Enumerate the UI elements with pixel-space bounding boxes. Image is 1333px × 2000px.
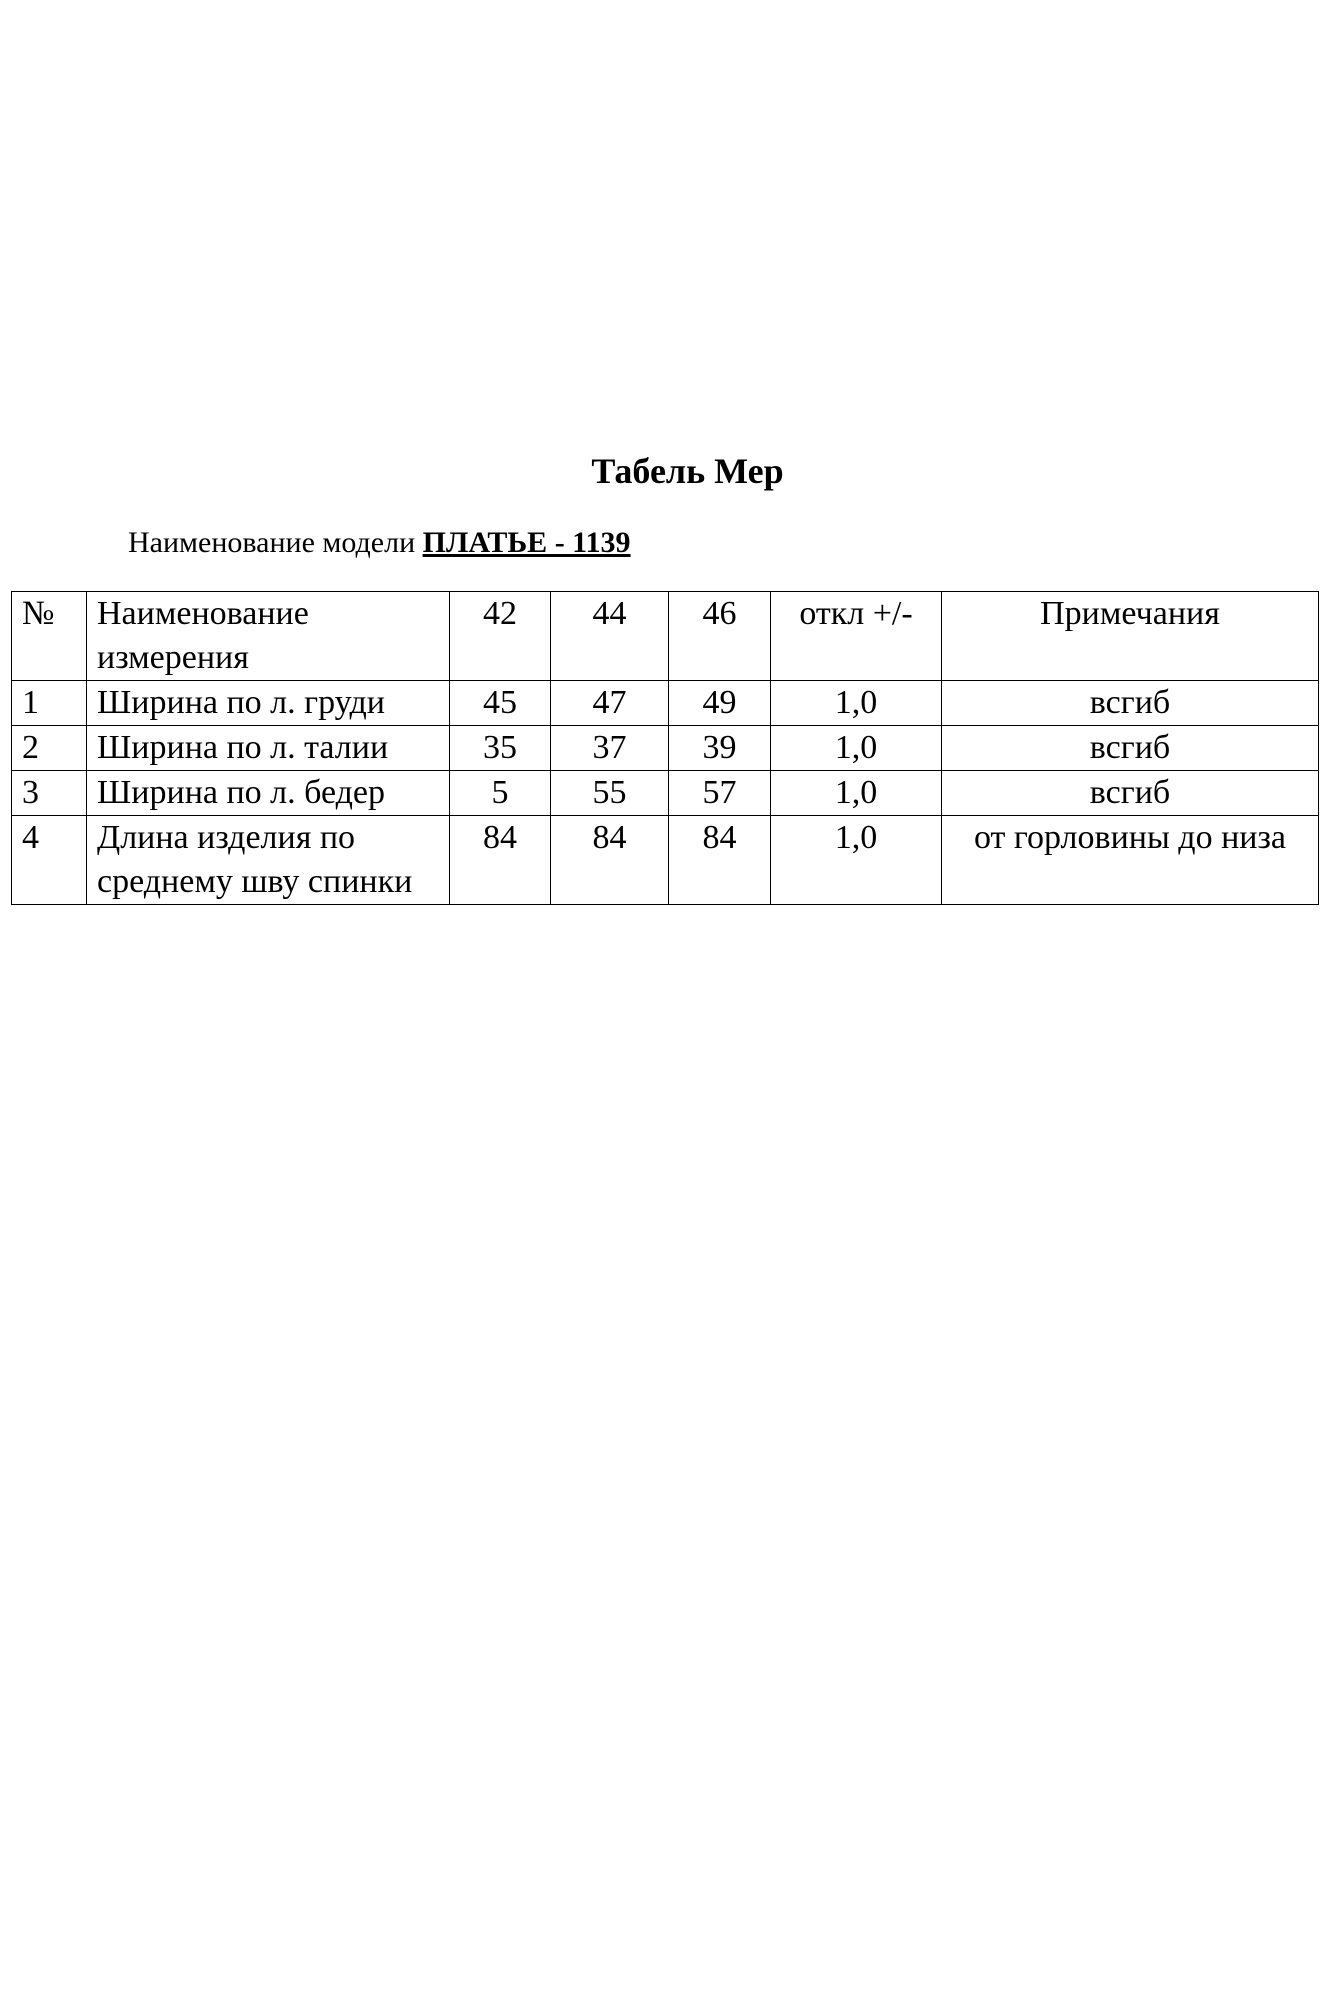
header-size-44: 44 (551, 592, 669, 681)
row-size-44: 47 (551, 681, 669, 726)
row-number: 2 (12, 726, 87, 771)
row-number: 3 (12, 771, 87, 816)
row-notes: от горловины до низа (942, 816, 1319, 905)
table-row (12, 726, 1319, 771)
table-row (12, 771, 1319, 816)
row-deviation: 1,0 (771, 816, 942, 905)
document-title: Табель Мер (591, 451, 784, 491)
row-measurement-name: Ширина по л. бедер (87, 771, 450, 816)
measurements-table (11, 591, 1319, 905)
row-deviation: 1,0 (771, 726, 942, 771)
row-number: 4 (12, 816, 87, 905)
row-deviation: 1,0 (771, 681, 942, 726)
header-measurement-name: Наименование измерения (87, 592, 450, 681)
row-measurement-name: Длина изделия по среднему шву спинки (87, 816, 450, 905)
row-number: 1 (12, 681, 87, 726)
row-size-46: 57 (669, 771, 771, 816)
header-size-42: 42 (450, 592, 551, 681)
model-name-line (128, 525, 631, 561)
row-notes: всгиб (942, 726, 1319, 771)
model-value: ПЛАТЬЕ - 1139 (422, 526, 631, 559)
row-size-42: 45 (450, 681, 551, 726)
header-notes: Примечания (942, 592, 1319, 681)
header-size-46: 46 (669, 592, 771, 681)
row-measurement-name: Ширина по л. талии (87, 726, 450, 771)
row-size-46: 49 (669, 681, 771, 726)
table-header-row (12, 592, 1319, 681)
row-size-42: 35 (450, 726, 551, 771)
table-row (12, 816, 1319, 905)
row-size-44: 84 (551, 816, 669, 905)
model-label: Наименование модели (128, 526, 416, 559)
header-number: № (12, 592, 87, 681)
row-notes: всгиб (942, 771, 1319, 816)
row-notes: всгиб (942, 681, 1319, 726)
table-row (12, 681, 1319, 726)
row-size-42: 5 (450, 771, 551, 816)
row-size-42: 84 (450, 816, 551, 905)
row-deviation: 1,0 (771, 771, 942, 816)
row-size-44: 37 (551, 726, 669, 771)
header-deviation: откл +/- (771, 592, 942, 681)
row-size-46: 84 (669, 816, 771, 905)
row-size-46: 39 (669, 726, 771, 771)
row-size-44: 55 (551, 771, 669, 816)
row-measurement-name: Ширина по л. груди (87, 681, 450, 726)
